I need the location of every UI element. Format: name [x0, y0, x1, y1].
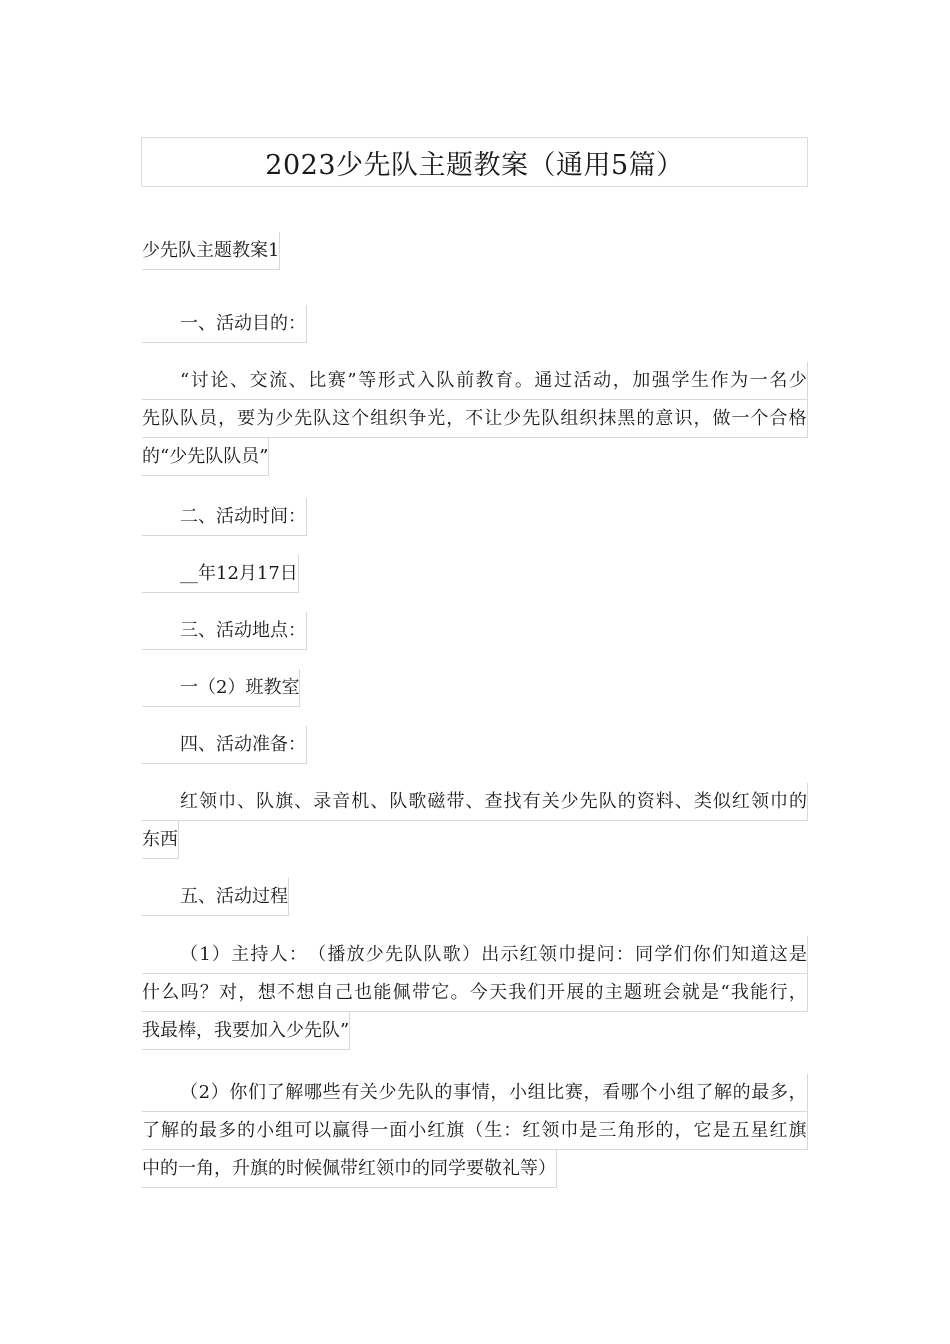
- paragraph-3: [142, 498, 808, 536]
- paragraph-11: [142, 1074, 808, 1188]
- paragraph-6-line-1: 一（2）班教室: [142, 669, 300, 707]
- paragraph-9: [142, 878, 808, 916]
- paragraph-4-line-1: __年12月17日: [142, 555, 299, 593]
- paragraph-10-line-3: 我最棒，我要加入少先队”: [142, 1012, 350, 1050]
- paragraph-8-line-2: 东西: [142, 821, 179, 859]
- paragraph-10-line-1: （ 1 ） 主 持 人 ： （ 播 放 少 先 队 队 歌 ） 出 示 红 领 巾 提 问 ： 同 学 们 你 们 知 道 这 是: [142, 936, 808, 974]
- paragraph-8-line-1: 红 领 巾 、 队 旗 、 录 音 机 、 队 歌 磁 带 、 查 找 有 关 少 先 队 的 资 料 、 类 似 红 领 巾 的: [142, 783, 808, 821]
- paragraph-11-line-3: 中的一角，升旗的时候佩带红领巾的同学要敬礼等）: [142, 1150, 557, 1188]
- paragraph-2: [142, 362, 808, 476]
- paragraph-2-line-1: “ 讨 论 、 交 流 、 比 赛 ” 等 形 式 入 队 前 教 育 。 通 过 活 动 ， 加 强 学 生 作 为 一 名 少: [142, 362, 808, 400]
- paragraph-10: [142, 936, 808, 1050]
- paragraph-7: [142, 726, 808, 764]
- paragraph-2-line-2: 先 队 队 员 ， 要 为 少 先 队 这 个 组 织 争 光 ， 不 让 少 先 队 组 织 抹 黑 的 意 识 ， 做 一 个 合 格: [142, 400, 808, 438]
- paragraph-5: [142, 612, 808, 650]
- paragraph-7-line-1: 四、活动准备：: [142, 726, 307, 764]
- paragraph-10-line-2: 什 么 吗 ？ 对 ， 想 不 想 自 己 也 能 佩 带 它 。 今 天 我 们 开 展 的 主 题 班 会 就 是 “ 我 能 行 ，: [142, 974, 808, 1012]
- section-heading: 少先队主题教案1: [142, 232, 280, 270]
- paragraph-11-line-2: 了 解 的 最 多 的 小 组 可 以 赢 得 一 面 小 红 旗 （ 生 ： 红 领 巾 是 三 角 形 的 ， 它 是 五 星 红 旗: [142, 1112, 808, 1150]
- paragraph-5-line-1: 三、活动地点：: [142, 612, 307, 650]
- paragraph-6: [142, 669, 808, 707]
- paragraph-8: [142, 783, 808, 859]
- paragraph-2-line-3: 的“少先队队员”: [142, 438, 269, 476]
- document-title: 2023少先队主题教案（通用5篇）: [141, 137, 808, 187]
- section-heading-block: [142, 232, 808, 270]
- paragraph-3-line-1: 二、活动时间：: [142, 498, 307, 536]
- paragraph-11-line-1: （ 2 ） 你 们 了 解 哪 些 有 关 少 先 队 的 事 情 ， 小 组 比 赛 ， 看 哪 个 小 组 了 解 的 最 多 ，: [142, 1074, 808, 1112]
- paragraph-1-line-1: 一、活动目的：: [142, 305, 307, 343]
- paragraph-9-line-1: 五、活动过程: [142, 878, 289, 916]
- paragraph-4: [142, 555, 808, 593]
- paragraph-1: [142, 305, 808, 343]
